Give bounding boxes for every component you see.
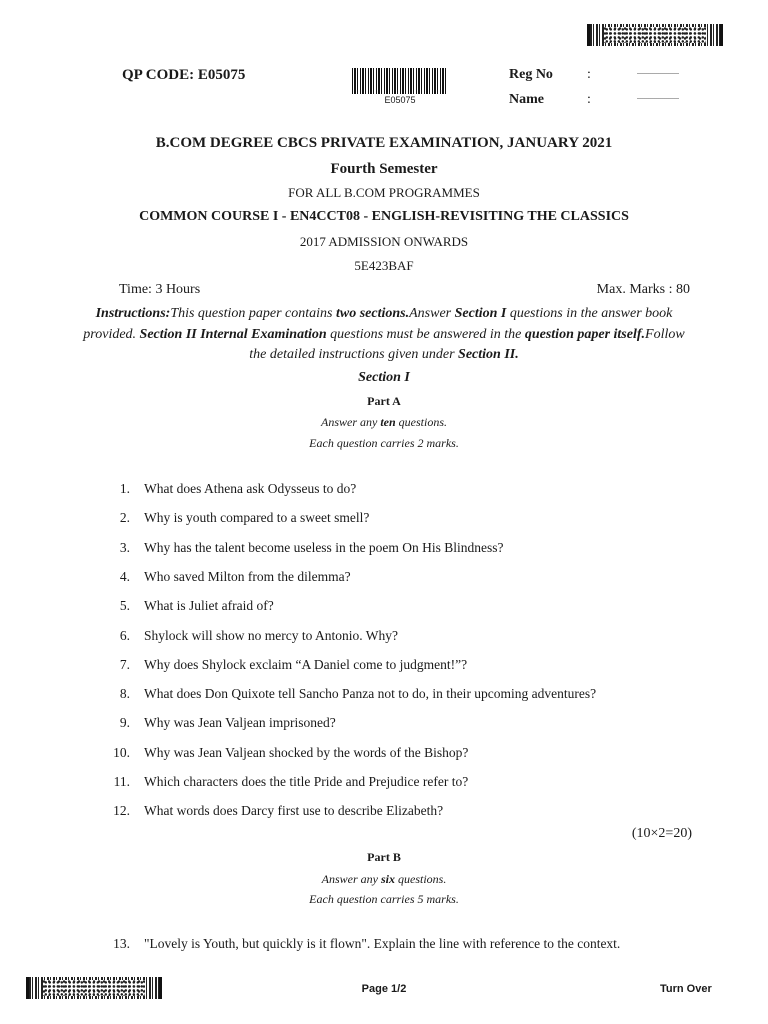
turn-over: Turn Over xyxy=(660,983,712,995)
question-number: 9. xyxy=(119,715,130,731)
name-field[interactable]: ..................... xyxy=(637,92,679,101)
ins-bold: ten xyxy=(380,415,396,429)
question-text: What does Athena ask Odysseus to do? xyxy=(144,481,357,496)
max-marks: Max. Marks : 80 xyxy=(596,282,690,297)
question-number: 13. xyxy=(113,936,130,951)
question-text: Shylock will show no mercy to Antonio. Why? xyxy=(144,627,398,643)
part-a-marks-note: Each question carries 2 marks. xyxy=(309,436,459,450)
question-number: 10. xyxy=(113,744,130,760)
instructions-line-1 xyxy=(0,306,768,322)
part-b-marks-note: Each question carries 5 marks. xyxy=(309,892,459,906)
section-heading: Section I xyxy=(358,370,410,385)
paper-code: 5E423BAF xyxy=(354,258,414,273)
part-a-instruction xyxy=(0,415,768,430)
instr-text: Answer xyxy=(409,306,455,321)
top-barcode xyxy=(587,24,723,46)
instr-bold: Section II Internal Examination xyxy=(139,327,327,342)
question-number: 11. xyxy=(113,774,130,789)
question-text: Why does Shylock exclaim “A Daniel come to judgment!”? xyxy=(144,656,468,672)
question-text: What words does Darcy first use to describe Elizabeth? xyxy=(144,803,444,819)
ins-text: Answer any xyxy=(320,415,381,429)
question-text: Why was Jean Valjean shocked by the words of the Bishop? xyxy=(144,744,469,760)
instructions-line-2 xyxy=(0,327,768,343)
barcode-caption: E05075 xyxy=(384,95,416,105)
time-allowed: Time: 3 Hours xyxy=(119,282,201,297)
course-title: COMMON COURSE I - EN4CCT08 - ENGLISH-REVISITING THE CLASSICS xyxy=(139,209,629,224)
instr-bold: two sections. xyxy=(335,306,410,321)
question-text: What is Juliet afraid of? xyxy=(144,598,274,614)
question-number: 5. xyxy=(119,598,130,614)
question-number: 2. xyxy=(119,510,130,526)
reg-no-colon: : xyxy=(587,67,591,82)
part-a-title: Part A xyxy=(367,394,401,408)
reg-no-label: Reg No xyxy=(509,67,553,82)
admission: 2017 ADMISSION ONWARDS xyxy=(299,234,469,249)
part-a-marks: (10×2=20) xyxy=(631,826,692,841)
question-number: 8. xyxy=(119,686,130,702)
name-label: Name xyxy=(509,92,544,107)
part-b-title: Part B xyxy=(367,850,401,864)
ins-text: questions. xyxy=(395,415,447,429)
instr-bold: question paper itself. xyxy=(524,327,646,342)
question-text: Why is youth compared to a sweet smell? xyxy=(144,510,370,526)
instr-bold: Section I xyxy=(454,306,507,321)
question-text: Which characters does the title Pride and Prejudice refer to? xyxy=(144,774,469,789)
part-b-instruction xyxy=(0,872,768,887)
page-number: Page 1/2 xyxy=(361,983,407,995)
instr-bold: Section II. xyxy=(458,347,519,362)
question-text: Why was Jean Valjean imprisoned? xyxy=(144,715,336,731)
programmes: FOR ALL B.COM PROGRAMMES xyxy=(288,185,480,200)
instr-text: Follow xyxy=(645,327,685,342)
qp-code: QP CODE: E05075 xyxy=(122,67,246,83)
ins-bold: six xyxy=(380,872,395,886)
question-number: 3. xyxy=(119,539,130,555)
question-number: 1. xyxy=(119,481,130,496)
name-colon: : xyxy=(587,92,591,107)
center-barcode xyxy=(352,68,448,94)
semester: Fourth Semester xyxy=(330,161,438,177)
instr-text: questions must be answered in the xyxy=(326,327,525,342)
instructions-line-3 xyxy=(0,347,768,363)
ins-text: questions. xyxy=(395,872,447,886)
question-text: Why has the talent become useless in the poem On His Blindness? xyxy=(144,539,504,555)
instr-text: This question paper contains xyxy=(170,306,336,321)
ins-text: Answer any xyxy=(321,872,381,886)
exam-title: B.COM DEGREE CBCS PRIVATE EXAMINATION, JANUARY 2021 xyxy=(155,135,613,151)
question-number: 4. xyxy=(119,568,130,584)
instr-text: provided. xyxy=(83,327,140,342)
instr-text: questions in the answer book xyxy=(506,306,673,321)
question-text: Who saved Milton from the dilemma? xyxy=(144,568,351,584)
question-text: "Lovely is Youth, but quickly is it flown". Explain the line with reference to the context. xyxy=(144,936,621,951)
reg-no-field[interactable]: ..................... xyxy=(637,67,679,76)
question-number: 12. xyxy=(113,803,130,819)
question-number: 7. xyxy=(119,656,130,672)
instructions-label: Instructions: xyxy=(95,306,171,321)
question-number: 6. xyxy=(119,627,130,643)
question-text: What does Don Quixote tell Sancho Panza not to do, in their upcoming adventures? xyxy=(144,686,597,702)
instr-text: the detailed instructions given under xyxy=(249,347,459,362)
